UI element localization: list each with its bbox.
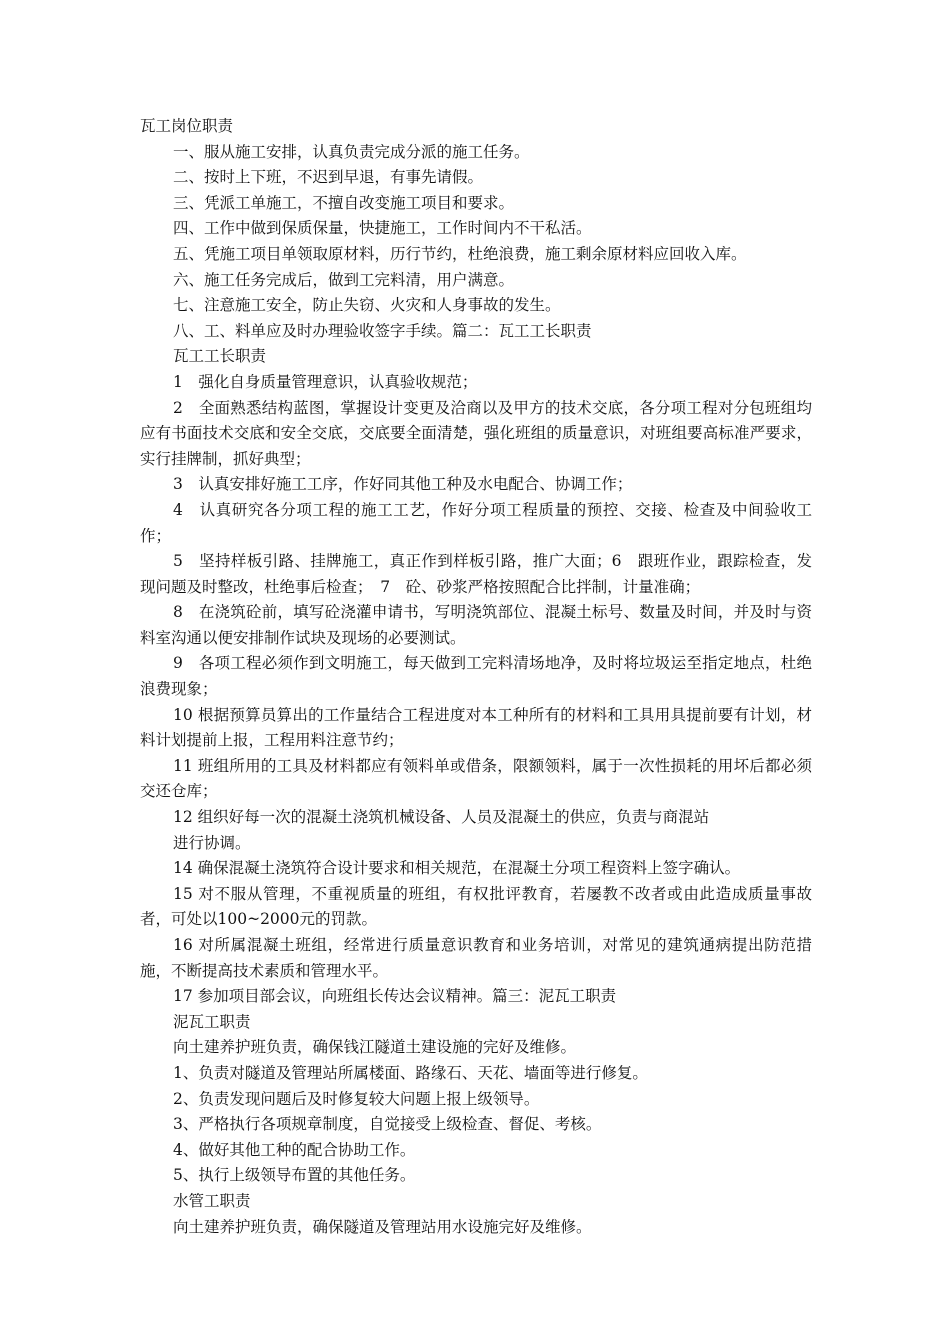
foreman-item-15: 15 对不服从管理，不重视质量的班组，有权批评教育，若屡教不改者或由此造成质量事故者，可处以100~2000元的罚款。 xyxy=(140,884,812,929)
foreman-item-2: 2 全面熟悉结构蓝图，掌握设计变更及洽商以及甲方的技术交底，各分项工程对分包班组均应有书面技术交底和安全交底，交底要全面清楚，强化班组的质量意识，对班组要高标准严要求，实行挂牌制，抓好典型； xyxy=(140,398,812,468)
foreman-item-12: 12 组织好每一次的混凝土浇筑机械设备、人员及混凝土的供应，负责与商混站 xyxy=(173,808,710,827)
foreman-item-3: 3 认真安排好施工工序，作好同其他工种及水电配合、协调工作； xyxy=(173,475,633,494)
section-heading-plumber: 水管工职责 xyxy=(173,1191,251,1210)
paragraph-6: 六、施工任务完成后，做到工完料清，用户满意。 xyxy=(173,270,515,289)
section-heading-plasterer: 泥瓦工职责 xyxy=(173,1012,251,1031)
foreman-item-16: 16 对所属混凝土班组，经常进行质量意识教育和业务培训，对常见的建筑通病提出防范措施，不断提高技术素质和管理水平。 xyxy=(140,936,812,980)
plasterer-item-5: 5、执行上级领导布置的其他任务。 xyxy=(173,1166,416,1185)
foreman-item-9: 9 各项工程必须作到文明施工，每天做到工完料清场地净，及时将垃圾运至指定地点，杜绝浪费现象； xyxy=(140,654,812,699)
paragraph-1: 一、服从施工安排，认真负责完成分派的施工任务。 xyxy=(173,142,530,161)
paragraph-5: 五、凭施工项目单领取原材料，历行节约，杜绝浪费，施工剩余原材料应回收入库。 xyxy=(173,244,747,263)
foreman-item-17: 17 参加项目部会议，向班组长传达会议精神。篇三：泥瓦工职责 xyxy=(173,987,617,1006)
foreman-item-12-continued: 进行协调。 xyxy=(173,833,251,852)
foreman-item-8: 8 在浇筑砼前，填写砼浇灌申请书，写明浇筑部位、混凝土标号、数量及时间，并及时与资料室沟通以便安排制作试块及现场的必要测试。 xyxy=(140,603,812,647)
paragraph-8: 八、工、料单应及时办理验收签字手续。篇二：瓦工工长职责 xyxy=(173,321,592,340)
foreman-item-10: 10 根据预算员算出的工作量结合工程进度对本工种所有的材料和工具用具提前要有计划，材料计划提前上报，工程用料注意节约； xyxy=(140,705,812,750)
foreman-item-5-7: 5 坚持样板引路、挂牌施工，真正作到样板引路，推广大面；6 跟班作业，跟踪检查，发现问题及时整改，杜绝事后检查； 7 砼、砂浆严格按照配合比拌制，计量准确； xyxy=(140,552,812,596)
paragraph-7: 七、注意施工安全，防止失窃、火灾和人身事故的发生。 xyxy=(173,296,561,315)
foreman-item-11: 11 班组所用的工具及材料都应有领料单或借条，限额领料，属于一次性损耗的用坏后都必须交还仓库； xyxy=(140,756,812,801)
plasterer-item-2: 2、负责发现问题后及时修复较大问题上报上级领导。 xyxy=(173,1089,540,1108)
plumber-intro: 向土建养护班负责，确保隧道及管理站用水设施完好及维修。 xyxy=(173,1217,592,1236)
section-heading-foreman: 瓦工工长职责 xyxy=(173,347,267,366)
plasterer-intro: 向土建养护班负责，确保钱江隧道土建设施的完好及维修。 xyxy=(173,1038,577,1057)
document-title: 瓦工岗位职责 xyxy=(140,117,234,135)
foreman-item-4: 4 认真研究各分项工程的施工工艺，作好分项工程质量的预控、交接、检查及中间验收工作； xyxy=(140,500,812,545)
plasterer-item-4: 4、做好其他工种的配合协助工作。 xyxy=(173,1140,416,1159)
paragraph-4: 四、工作中做到保质保量，快捷施工，工作时间内不干私活。 xyxy=(173,219,592,238)
paragraph-2: 二、按时上下班，不迟到早退，有事先请假。 xyxy=(173,168,484,187)
plasterer-item-3: 3、严格执行各项规章制度，自觉接受上级检查、督促、考核。 xyxy=(173,1115,602,1134)
plasterer-item-1: 1、负责对隧道及管理站所属楼面、路缘石、天花、墙面等进行修复。 xyxy=(173,1063,648,1082)
paragraph-3: 三、凭派工单施工，不擅自改变施工项目和要求。 xyxy=(173,193,515,212)
document-body xyxy=(140,114,812,1240)
foreman-item-1: 1 强化自身质量管理意识，认真验收规范； xyxy=(173,372,478,391)
foreman-item-14: 14 确保混凝土浇筑符合设计要求和相关规范，在混凝土分项工程资料上签字确认。 xyxy=(173,859,741,878)
